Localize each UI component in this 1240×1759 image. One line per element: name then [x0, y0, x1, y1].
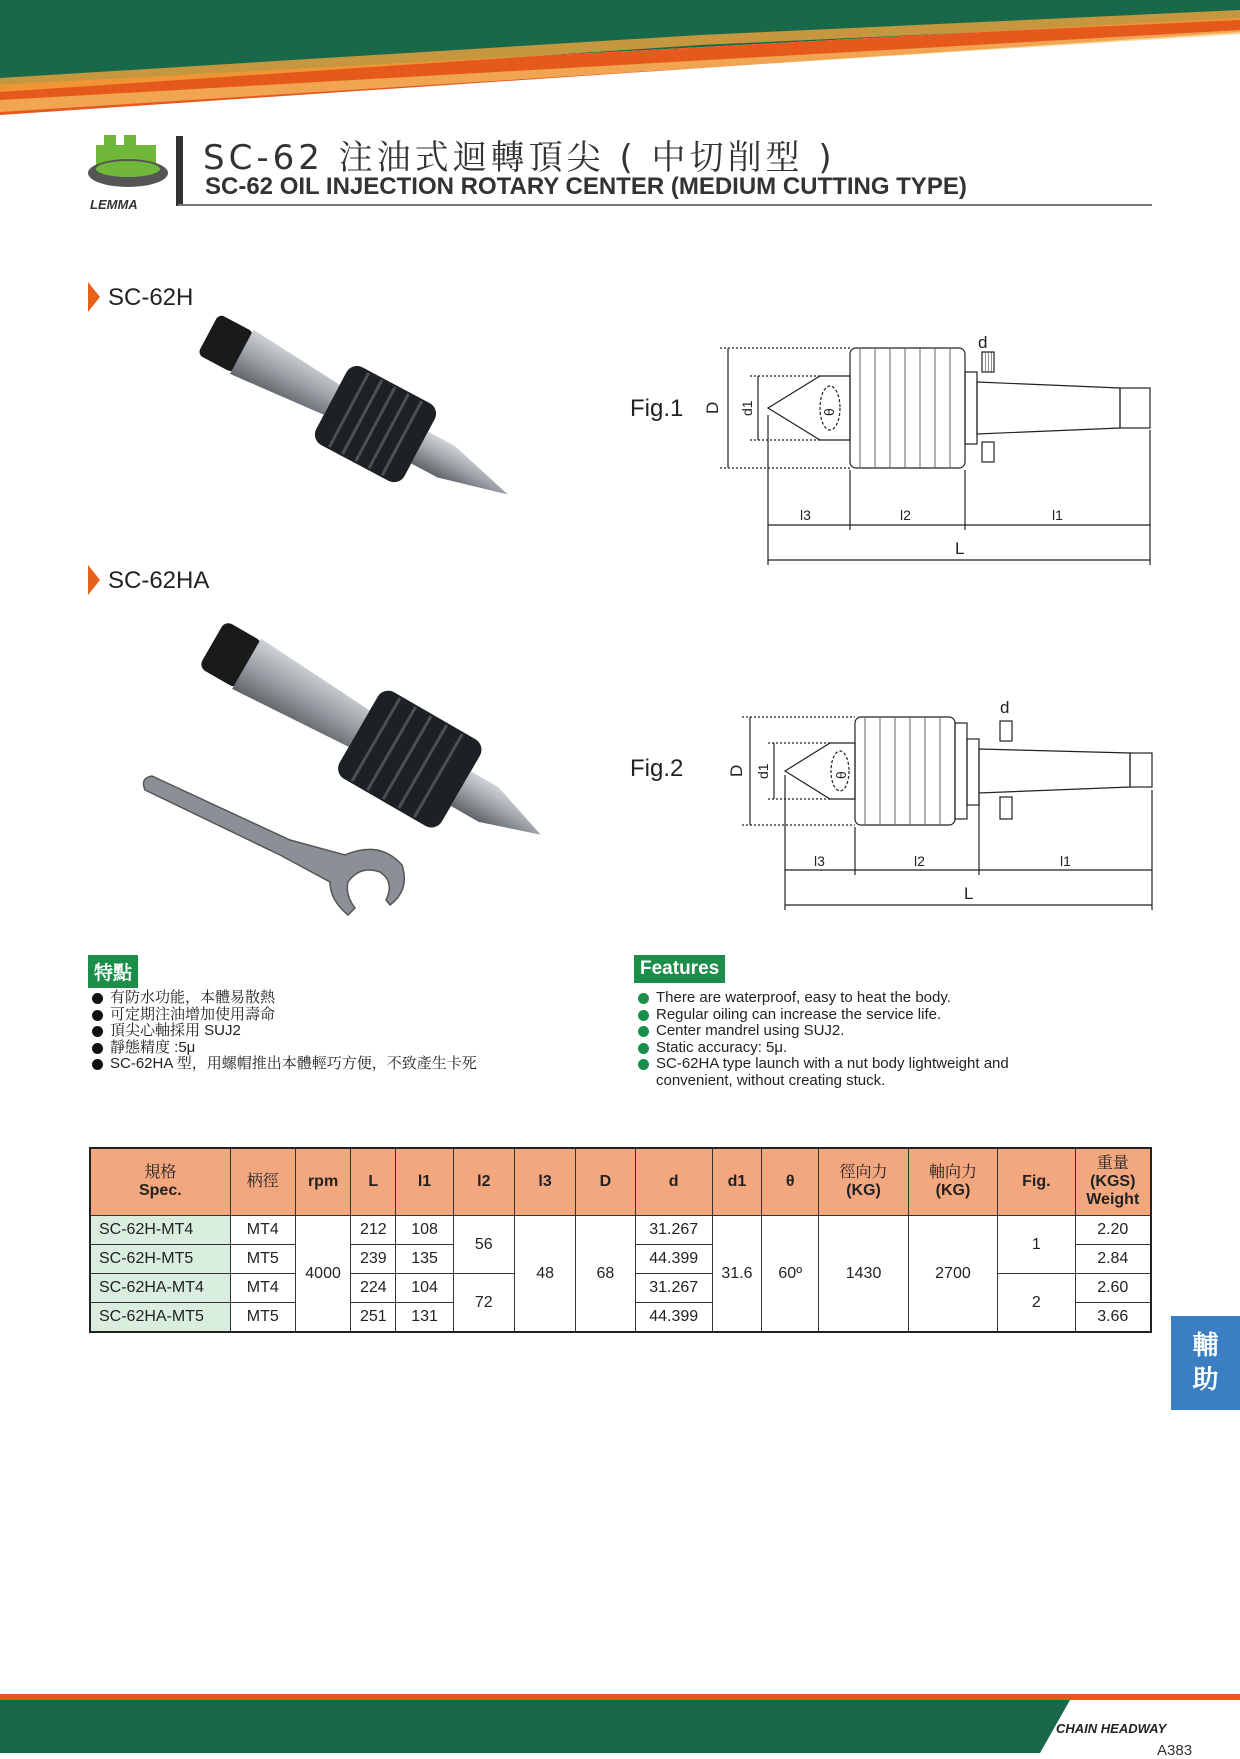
svg-text:θ: θ	[833, 771, 849, 779]
header-shank: 柄徑	[230, 1148, 295, 1216]
fig1-technical-drawing	[700, 330, 1160, 575]
svg-text:θ: θ	[821, 408, 837, 416]
cell-l2: 72	[453, 1274, 514, 1333]
cell-fig: 1	[998, 1216, 1075, 1274]
svg-text:L: L	[964, 884, 974, 903]
cell-D: 68	[576, 1216, 635, 1333]
page-title-cn: SC-62 注油式迴轉頂尖 ( 中切削型 )	[203, 138, 836, 178]
svg-text:l3: l3	[800, 507, 811, 523]
cell-l1: 108	[396, 1216, 453, 1245]
svg-text:l1: l1	[1052, 507, 1063, 523]
svg-text:d1: d1	[739, 400, 755, 416]
features-cn-heading: 特點	[88, 955, 138, 988]
cell-d: 31.267	[635, 1274, 712, 1303]
svg-text:l2: l2	[900, 507, 911, 523]
spec-table	[89, 1147, 1152, 1333]
section-label-sc62h: SC-62H	[108, 284, 194, 311]
header-weight-en: Weight	[1086, 1191, 1140, 1208]
fig2-label: Fig.2	[630, 755, 684, 782]
cell-L: 239	[351, 1245, 396, 1274]
features-cn-list	[90, 990, 610, 1073]
list-item: 頂尖心軸採用 SUJ2	[90, 1023, 610, 1040]
sc62ha-product-photo	[140, 620, 580, 960]
lemma-logo	[86, 133, 172, 213]
features-en-heading: Features	[634, 955, 725, 983]
list-item: Regular oiling can increase the service life.	[636, 1007, 1076, 1024]
svg-text:l2: l2	[914, 853, 925, 869]
cell-shank: MT4	[230, 1274, 295, 1303]
svg-text:d: d	[1000, 698, 1010, 717]
side-category-tab[interactable]	[1171, 1316, 1240, 1410]
dim-D-label: D	[703, 401, 722, 414]
cell-radial: 1430	[819, 1216, 908, 1333]
cell-d1: 31.6	[712, 1216, 761, 1333]
svg-text:d: d	[978, 333, 988, 352]
cell-d: 44.399	[635, 1303, 712, 1333]
list-item: 可定期注油增加使用壽命	[90, 1007, 610, 1024]
cell-d: 31.267	[635, 1216, 712, 1245]
cell-rpm: 4000	[295, 1216, 350, 1333]
table-header-row	[90, 1148, 1151, 1216]
cell-weight: 2.20	[1075, 1216, 1151, 1245]
svg-text:LEMMA: LEMMA	[90, 197, 138, 212]
cell-shank: MT4	[230, 1216, 295, 1245]
list-item: 有防水功能，本體易散熱	[90, 990, 610, 1007]
header-weight-cn: 重量	[1096, 1155, 1129, 1172]
header-radial-unit: (KG)	[846, 1182, 881, 1199]
title-divider	[178, 204, 1152, 206]
fig2-technical-drawing	[727, 695, 1160, 915]
cell-spec: SC-62H-MT4	[90, 1216, 230, 1245]
cell-d: 44.399	[635, 1245, 712, 1274]
svg-text:D: D	[727, 764, 746, 777]
cell-weight: 2.84	[1075, 1245, 1151, 1274]
cell-shank: MT5	[230, 1303, 295, 1333]
cell-l1: 131	[396, 1303, 453, 1333]
list-item: Static accuracy: 5μ.	[636, 1040, 1076, 1057]
cell-fig: 2	[998, 1274, 1075, 1333]
svg-text:l3: l3	[814, 853, 825, 869]
header-axial-cn: 軸向力	[928, 1164, 977, 1181]
header-l3: l3	[514, 1148, 575, 1216]
cell-spec: SC-62HA-MT5	[90, 1303, 230, 1333]
top-banner	[0, 0, 1240, 120]
list-item: Center mandrel using SUJ2.	[636, 1023, 1076, 1040]
footer-banner	[0, 1694, 1240, 1753]
cell-weight: 3.66	[1075, 1303, 1151, 1333]
cell-L: 224	[351, 1274, 396, 1303]
header-fig: Fig.	[998, 1148, 1075, 1216]
chain-headway-logo: CHAIN HEADWAY	[1056, 1721, 1167, 1736]
cell-L: 251	[351, 1303, 396, 1333]
header-l1: l1	[396, 1148, 453, 1216]
header-theta: θ	[762, 1148, 819, 1216]
list-item: There are waterproof, easy to heat the body.	[636, 990, 1076, 1007]
header-l2: l2	[453, 1148, 514, 1216]
cell-spec: SC-62HA-MT4	[90, 1274, 230, 1303]
page-title-en: SC-62 OIL INJECTION ROTARY CENTER (MEDIUM CUTTING TYPE)	[205, 173, 967, 200]
table-row	[90, 1216, 1151, 1245]
section-arrow-icon	[88, 282, 100, 312]
svg-text:l1: l1	[1060, 853, 1071, 869]
list-item: SC-62HA type launch with a nut body lightweight and convenient, without creating stuck.	[636, 1056, 1076, 1089]
side-tab-label: 輔 助	[1192, 1331, 1219, 1395]
header-spec-en: Spec.	[138, 1182, 182, 1199]
section-label-sc62ha: SC-62HA	[108, 567, 210, 594]
list-item: 靜態精度 :5μ	[90, 1040, 610, 1057]
cell-shank: MT5	[230, 1245, 295, 1274]
cell-L: 212	[351, 1216, 396, 1245]
header-L: L	[351, 1148, 396, 1216]
header-radial-cn: 徑向力	[839, 1164, 888, 1181]
cell-l1: 135	[396, 1245, 453, 1274]
header-axial-unit: (KG)	[935, 1182, 971, 1199]
fig1-label: Fig.1	[630, 395, 684, 422]
cell-l2: 56	[453, 1216, 514, 1274]
header-d1: d1	[712, 1148, 761, 1216]
list-item: SC-62HA 型，用螺帽推出本體輕巧方便，不致產生卡死	[90, 1056, 610, 1073]
cell-weight: 2.60	[1075, 1274, 1151, 1303]
header-rpm: rpm	[295, 1148, 350, 1216]
cell-l1: 104	[396, 1274, 453, 1303]
sc62h-product-photo	[175, 330, 545, 530]
header-weight-unit: (KGS)	[1090, 1173, 1136, 1190]
cell-theta: 60º	[762, 1216, 819, 1333]
svg-text:L: L	[955, 539, 965, 558]
section-arrow-icon	[88, 565, 100, 595]
features-en-list	[636, 990, 1076, 1090]
cell-l3: 48	[514, 1216, 575, 1333]
header-spec-cn: 規格	[144, 1164, 177, 1181]
cell-spec: SC-62H-MT5	[90, 1245, 230, 1274]
title-accent-bar	[176, 136, 183, 206]
svg-text:d1: d1	[755, 763, 771, 779]
header-d: d	[635, 1148, 712, 1216]
page-number: A383	[1157, 1742, 1193, 1759]
header-D: D	[576, 1148, 635, 1216]
cell-axial: 2700	[908, 1216, 997, 1333]
